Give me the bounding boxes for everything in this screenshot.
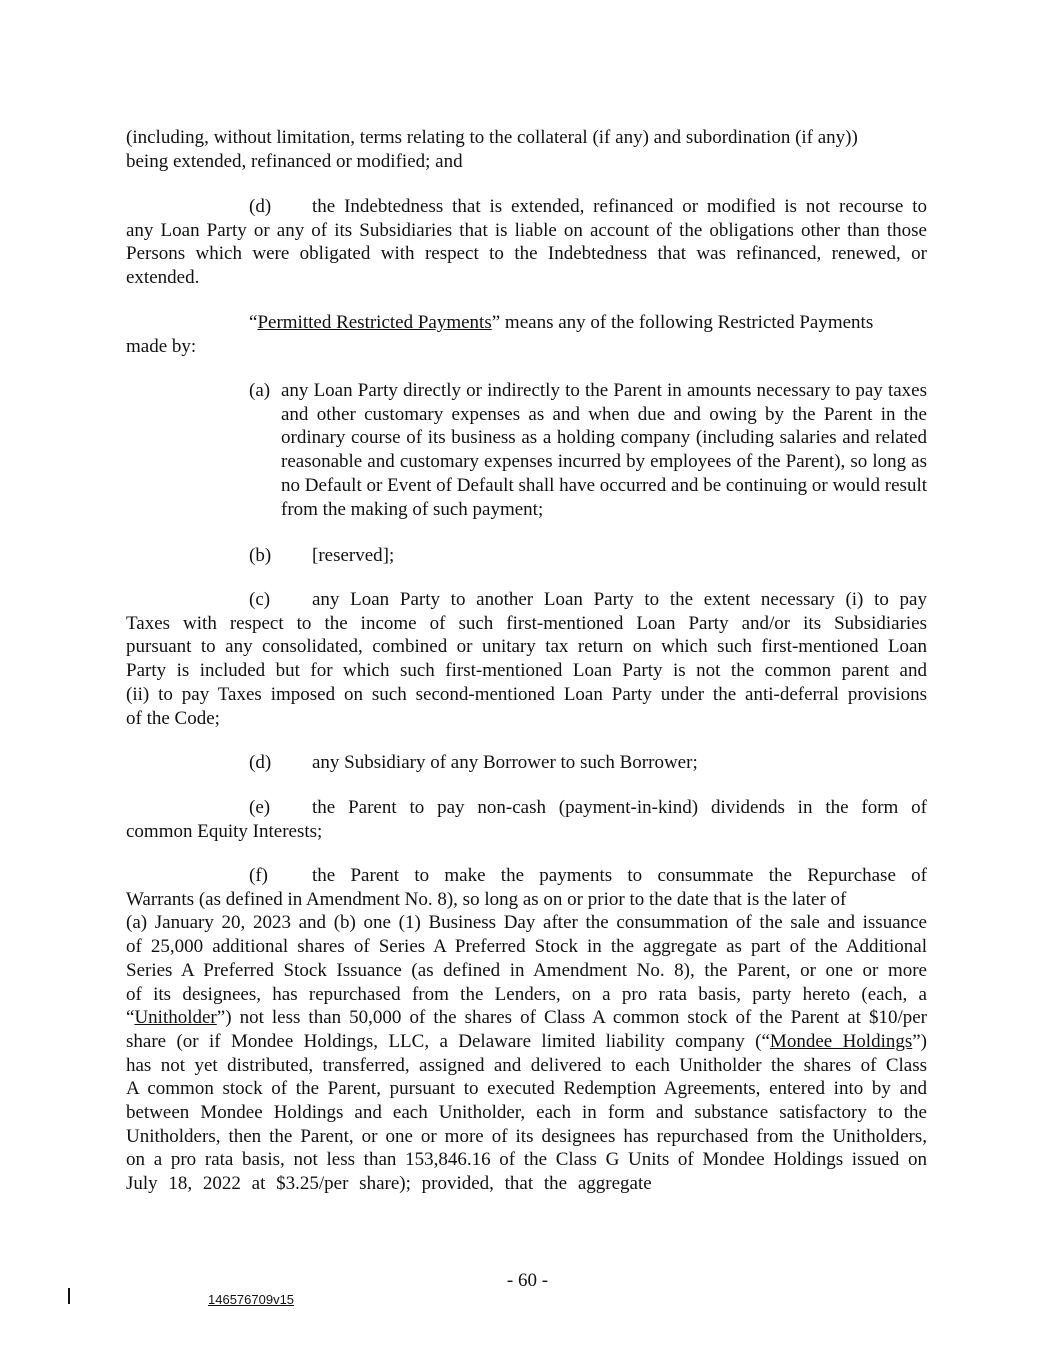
item-label: (a) — [249, 380, 271, 401]
item-text: [reserved]; — [312, 545, 395, 566]
item-a — [249, 379, 927, 521]
item-c — [126, 588, 927, 730]
item-e-first-line — [126, 796, 927, 820]
page-number: - 60 - — [506, 1270, 549, 1291]
defined-term: Permitted Restricted Payments — [257, 312, 492, 333]
item-f-line: Unitholders, then the Parent, or one or more of its designees has repurchased from the Unitholders, — [126, 1125, 927, 1147]
carryover-paragraph — [126, 126, 927, 173]
item-c-line: Taxes with respect to the income of such first-mentioned Loan Party and/or its Subsidiaries — [126, 612, 927, 634]
defined-term: Unitholder — [134, 1007, 217, 1029]
item-e-rest: common Equity Interests; — [126, 820, 323, 842]
carryover-line: being extended, refinanced or modified; and — [126, 150, 463, 172]
line-text: share (or if Mondee Holdings, LLC, a Delaware limited liability company (“ — [126, 1030, 770, 1052]
item-label: (f) — [249, 865, 268, 886]
item-text: the Parent to pay non-cash (payment-in-kind) dividends in the form of — [312, 797, 927, 818]
defined-term: Mondee Holdings — [769, 1030, 913, 1052]
item-f-line: (a) January 20, 2023 and (b) one (1) Business Day after the consummation of the sale and issuance — [126, 912, 927, 934]
item-c-line: of the Code; — [126, 707, 220, 729]
item-d-line — [126, 751, 927, 775]
item-f-line-mondee — [126, 1030, 927, 1054]
item-d — [126, 751, 927, 775]
item-label: (b) — [249, 545, 272, 566]
clause-label: (d) — [249, 196, 272, 217]
item-label: (e) — [249, 797, 271, 818]
item-f-line: Series A Preferred Stock Issuance (as defined in Amendment No. 8), the Parent, or one or more — [126, 959, 927, 981]
item-f-line: A common stock of the Parent, pursuant to executed Redemption Agreements, entered into by and — [126, 1078, 927, 1100]
item-label: (c) — [249, 589, 271, 610]
item-text: the Parent to make the payments to consummate the Repurchase of — [312, 865, 927, 886]
item-label: (d) — [249, 752, 272, 773]
clause-d-first-line — [126, 195, 927, 219]
revision-bar — [68, 1288, 70, 1304]
item-text: any Subsidiary of any Borrower to such Borrower; — [312, 752, 698, 773]
item-f — [126, 864, 927, 1196]
definition-line — [126, 311, 927, 335]
open-quote: “ — [249, 312, 258, 333]
definition-continuation: made by: — [126, 335, 197, 357]
open-quote: “ — [126, 1007, 135, 1029]
clause-d-rest: any Loan Party or any of its Subsidiaries that is liable on account of the obligations other than those Persons which were obligated with respect to the Indebtedness that was refinanced, renewed, or extended. — [126, 219, 927, 289]
item-text: any Loan Party to another Loan Party to the extent necessary (i) to pay — [312, 589, 927, 610]
clause-d-paragraph — [126, 195, 927, 290]
item-a-text: any Loan Party directly or indirectly to the Parent in amounts necessary to pay taxes and other customary expenses as and when due and owing by the Parent in the ordinary course of its business as a holding company (including salaries and related reasonable and customary expenses incurred by employees of the Parent), so long as no Default or Event of Default shall have occurred and be continuing or would result from the making of such payment; — [281, 380, 927, 520]
item-c-line: (ii) to pay Taxes imposed on such second-mentioned Loan Party under the anti-deferral provisions — [126, 683, 927, 705]
item-c-line: pursuant to any consolidated, combined or unitary tax return on which such first-mentioned Loan — [126, 636, 927, 658]
item-f-line: July 18, 2022 at $3.25/per share); provided, that the aggregate — [126, 1173, 652, 1195]
item-c-first-line — [126, 588, 927, 612]
item-f-line-unitholder — [126, 1006, 927, 1030]
carryover-line: (including, without limitation, terms relating to the collateral (if any) and subordination (if any)) — [126, 127, 858, 148]
close-quote: ”) — [912, 1030, 928, 1052]
item-e — [126, 796, 927, 843]
item-b — [126, 544, 927, 568]
item-f-line: of its designees, has repurchased from the Lenders, on a pro rata basis, party hereto (each, a — [126, 983, 927, 1005]
item-f-line: Warrants (as defined in Amendment No. 8), so long as on or prior to the date that is the later of — [126, 888, 847, 910]
item-f-line: has not yet distributed, transferred, assigned and delivered to each Unitholder the shares of Class — [126, 1054, 927, 1076]
item-f-first-line — [126, 864, 927, 888]
clause-text: the Indebtedness that is extended, refinanced or modified is not recourse to — [312, 196, 927, 217]
item-c-line: Party is included but for which such first-mentioned Loan Party is not the common parent and — [126, 660, 927, 682]
item-f-line: of 25,000 additional shares of Series A Preferred Stock in the aggregate as part of the Additional — [126, 936, 927, 958]
item-b-line — [126, 544, 927, 568]
definition-text: ” means any of the following Restricted Payments — [491, 312, 874, 333]
document-id: 146576709v15 — [208, 1292, 295, 1307]
item-f-line: between Mondee Holdings and each Unitholder, each in form and substance satisfactory to the — [126, 1102, 927, 1124]
definition-paragraph — [126, 311, 927, 358]
line-text: ”) not less than 50,000 of the shares of Class A common stock of the Parent at $10/per — [216, 1007, 927, 1029]
item-f-line: on a pro rata basis, not less than 153,846.16 of the Class G Units of Mondee Holdings issued on — [126, 1149, 927, 1171]
